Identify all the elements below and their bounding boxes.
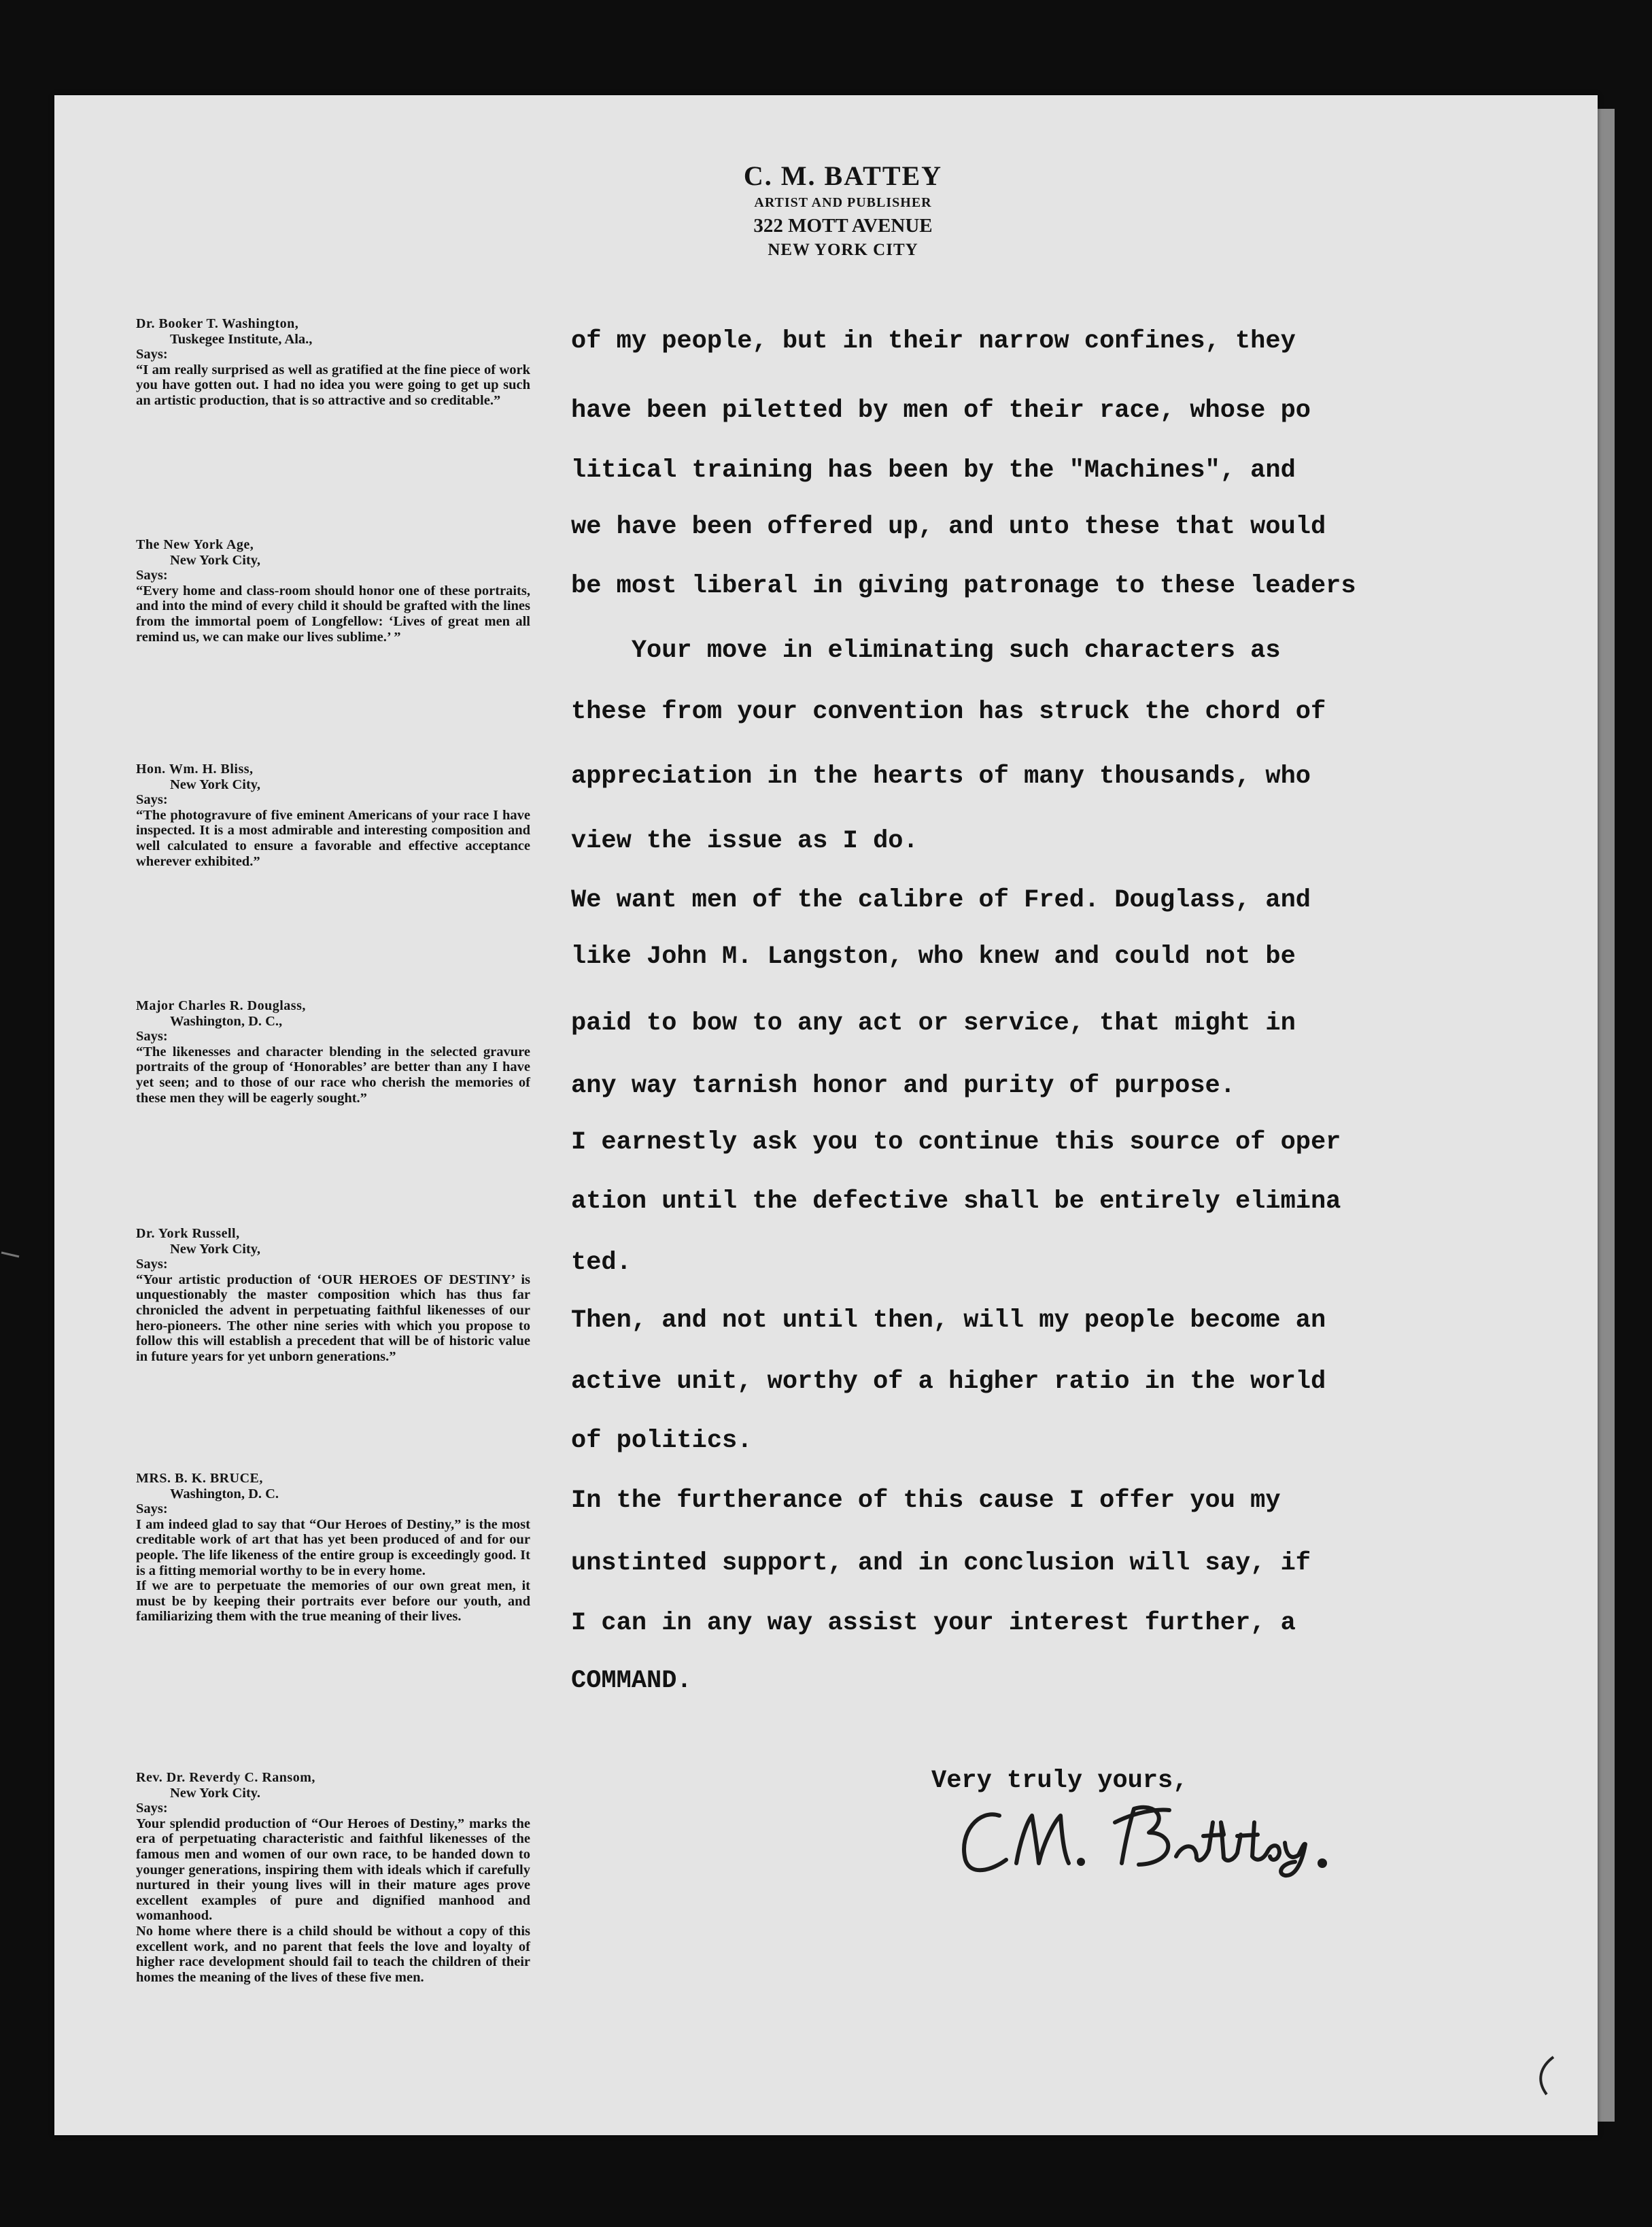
letter-line: Your move in eliminating such characters as — [571, 636, 1281, 665]
testimonial-location: Tuskegee Institute, Ala., — [170, 331, 313, 347]
testimonial-quote: “Your artistic production of ‘OUR HEROES OF DESTINY’ is unquestionably the master composition which has thus far chronicled the advent in perpetuating faithful likenesses of our hero-pioneers. The other nine series with which you propose to follow this will establish a precedent that will be of historic value in future years for yet unborn generations.” — [136, 1272, 530, 1364]
margin-mark — [0, 1250, 27, 1259]
letter-line: We want men of the calibre of Fred. Douglass, and — [571, 886, 1311, 915]
letterhead-name: C. M. BATTEY — [743, 160, 943, 191]
testimonial-says: Says: — [136, 1029, 168, 1044]
testimonial-location: New York City, — [170, 1241, 261, 1257]
letter-line: any way tarnish honor and purity of purpose. — [571, 1072, 1235, 1100]
testimonial-says: Says: — [136, 1257, 168, 1272]
testimonial-quote: I am indeed glad to say that “Our Heroes of Destiny,” is the most creditable work of art that has yet been produced of and for our people. The life likeness of the entire group is exceedingly good. It is a fitting memorial worthy to be in every home. — [136, 1516, 530, 1578]
letter-line: paid to bow to any act or service, that might in — [571, 1009, 1296, 1038]
testimonial-author: Major Charles R. Douglass, — [136, 998, 306, 1013]
letterhead — [544, 160, 1142, 262]
testimonial-ransom — [136, 1770, 530, 1985]
closing: Very truly yours, — [931, 1767, 1188, 1795]
letter-line: like John M. Langston, who knew and could not be — [571, 942, 1296, 971]
letter-line: unstinted support, and in conclusion will say, if — [571, 1549, 1311, 1578]
testimonial-quote: “I am really surprised as well as gratified at the fine piece of work you have gotten out. I had no idea you were going to get up such an artistic production, that is so attractive and so creditable.” — [136, 362, 530, 408]
letter-line: view the issue as I do. — [571, 827, 918, 855]
testimonial-location: New York City. — [170, 1785, 261, 1801]
letter-line: litical training has been by the "Machines", and — [571, 456, 1296, 485]
letter-line: COMMAND. — [571, 1667, 692, 1695]
testimonial-says: Says: — [136, 1801, 168, 1816]
testimonial-location: Washington, D. C., — [170, 1013, 283, 1029]
letterhead-city: NEW YORK CITY — [768, 241, 918, 259]
letter-line: I earnestly ask you to continue this source of oper — [571, 1128, 1341, 1157]
testimonial-author: MRS. B. K. BRUCE, — [136, 1471, 263, 1486]
letter-line: these from your convention has struck the chord of — [571, 698, 1326, 726]
signature — [952, 1795, 1441, 1884]
letter-line: be most liberal in giving patronage to these leaders — [571, 572, 1356, 600]
testimonial-bruce — [136, 1471, 530, 1625]
letter-line: I can in any way assist your interest further, a — [571, 1609, 1296, 1637]
letter-line: Then, and not until then, will my people become an — [571, 1306, 1326, 1335]
paper-corner-curl — [1526, 2054, 1574, 2101]
letterhead-title: ARTIST AND PUBLISHER — [754, 195, 932, 210]
letter-line: of politics. — [571, 1427, 753, 1455]
letter-line: we have been offered up, and unto these that would — [571, 513, 1326, 541]
testimonial-location: New York City, — [170, 552, 261, 568]
testimonial-says: Says: — [136, 347, 168, 362]
letter-line: of my people, but in their narrow confines, they — [571, 327, 1296, 356]
testimonial-location: Washington, D. C. — [170, 1486, 279, 1501]
testimonial-author: Dr. Booker T. Washington, — [136, 316, 299, 331]
testimonial-quote-continued: If we are to perpetuate the memories of our own great men, it must be by keeping their portraits ever before our youth, and familiarizing them with the true meaning of their lives. — [136, 1578, 530, 1625]
testimonial-bliss — [136, 762, 530, 869]
letter-line: have been piletted by men of their race, whose po — [571, 396, 1311, 425]
testimonial-author: Hon. Wm. H. Bliss, — [136, 762, 254, 777]
letter-line: ation until the defective shall be entirely elimina — [571, 1187, 1341, 1216]
testimonial-location: New York City, — [170, 777, 261, 792]
testimonial-author: Rev. Dr. Reverdy C. Ransom, — [136, 1770, 315, 1785]
letter-line: active unit, worthy of a higher ratio in the world — [571, 1367, 1326, 1396]
testimonial-new-york-age — [136, 537, 530, 645]
letter-line: appreciation in the hearts of many thousands, who — [571, 762, 1311, 791]
testimonial-quote-continued: No home where there is a child should be without a copy of this excellent work, and no parent that feels the love and loyalty of higher race development should fail to teach the children of their homes the meaning of the lives of these five men. — [136, 1923, 530, 1985]
testimonial-says: Says: — [136, 568, 168, 583]
testimonial-author: The New York Age, — [136, 537, 254, 552]
letter-line: In the furtherance of this cause I offer you my — [571, 1486, 1281, 1515]
testimonial-russell — [136, 1226, 530, 1364]
testimonial-author: Dr. York Russell, — [136, 1226, 240, 1241]
testimonial-says: Says: — [136, 792, 168, 808]
testimonial-quote: “The likenesses and character blending in the selected gravure portraits of the group of ‘Honorables’ are better than any I have yet seen; and to those of our race who cherish the memories of these men they will be eagerly sought.” — [136, 1044, 530, 1106]
letterhead-address: 322 MOTT AVENUE — [753, 215, 933, 237]
testimonial-douglass — [136, 998, 530, 1106]
letter-line: ted. — [571, 1248, 632, 1277]
testimonial-quote: Your splendid production of “Our Heroes of Destiny,” marks the era of perpetuating characteristic and faithful likenesses of the famous men and women of our own race, to be handed down to younger generations, inspiring them with ideals which if carefully nurtured in their young lives will in their mature ages prove excellent examples of pure and dignified manhood and womanhood. — [136, 1816, 530, 1924]
testimonial-says: Says: — [136, 1501, 168, 1517]
testimonial-washington — [136, 316, 530, 409]
testimonial-quote: “The photogravure of five eminent Americans of your race I have inspected. It is a most admirable and interesting composition and well calculated to ensure a favorable and effective acceptance wherever exhibited.” — [136, 807, 530, 869]
testimonial-quote: “Every home and class-room should honor one of these portraits, and into the mind of every child it should be grafted with the lines from the immortal poem of Longfellow: ‘Lives of great men all remind us, we can make our lives sublime.’ ” — [136, 583, 530, 645]
